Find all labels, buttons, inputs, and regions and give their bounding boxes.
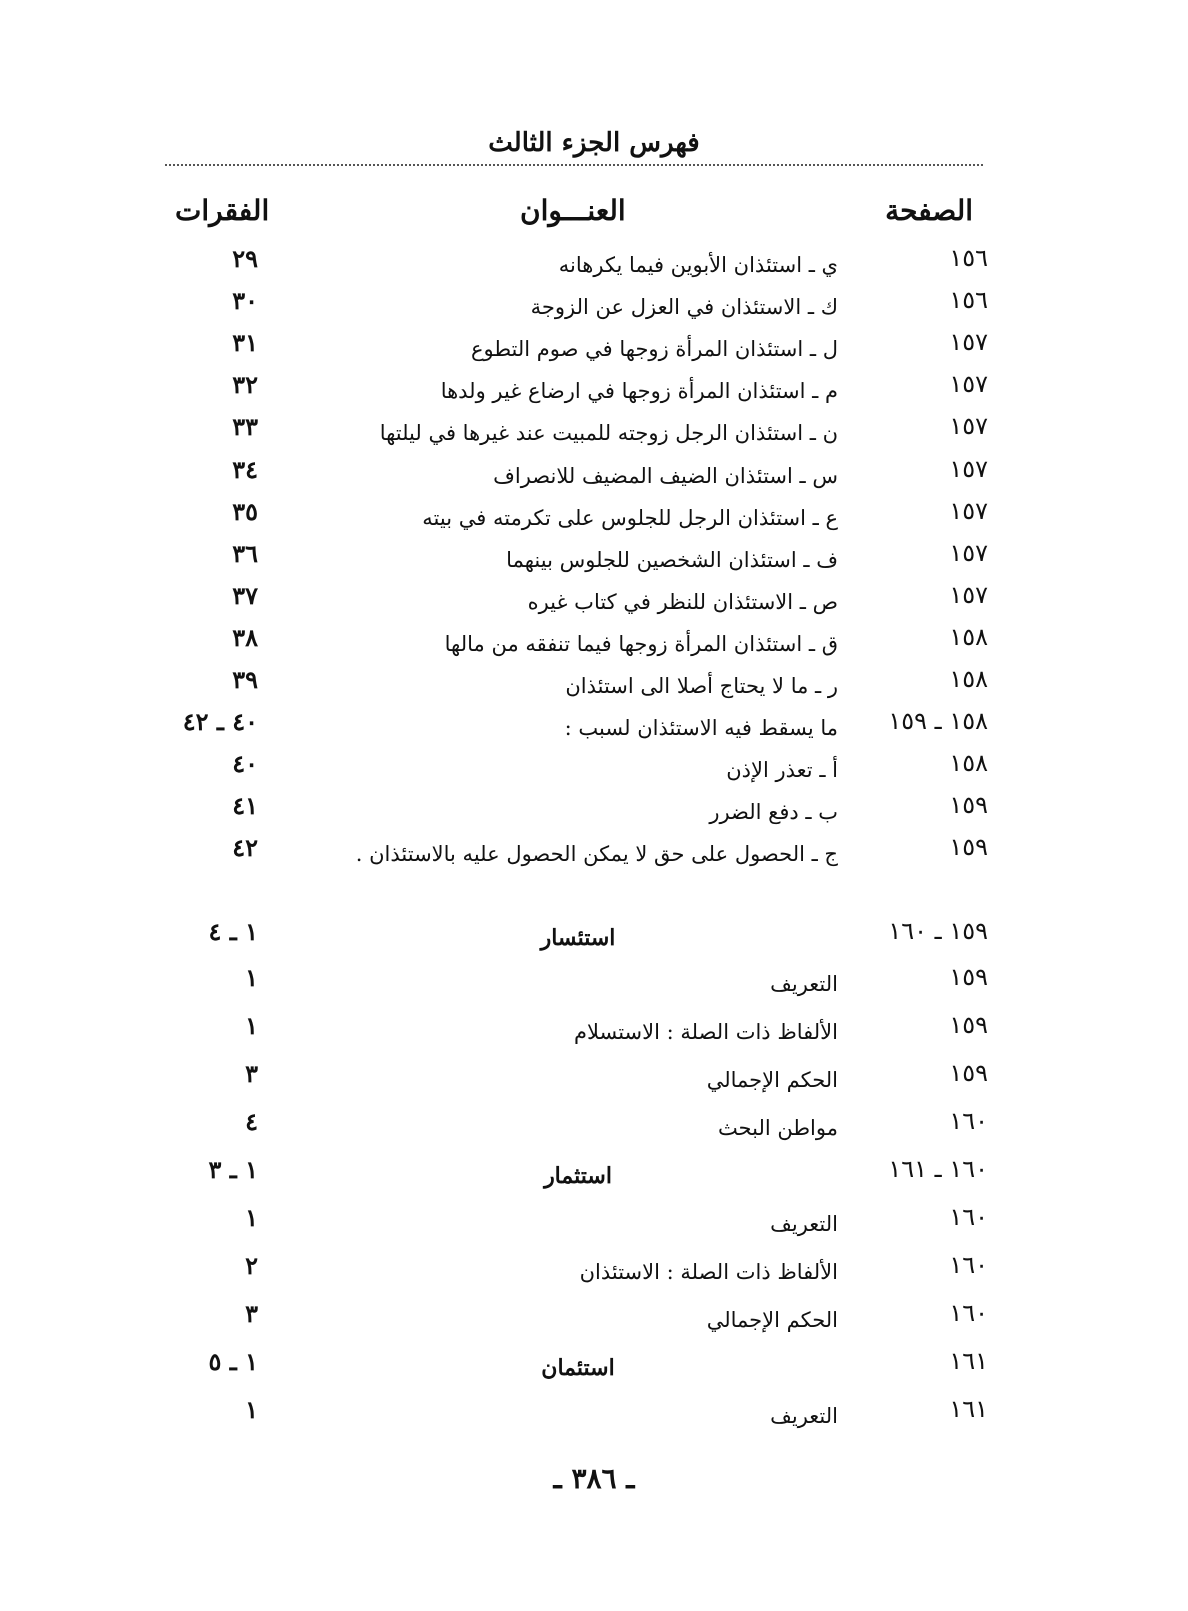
row-title: التعريف — [770, 1404, 838, 1428]
row-title: ج ـ الحصول على حق لا يمكن الحصول عليه بالاستئذان . — [355, 842, 838, 866]
row-title: ق ـ استئذان المرأة زوجها فيما تنفقه من مالها — [444, 632, 838, 656]
row-page: ١٦١ — [949, 1347, 988, 1375]
row-section-heading: استئسار — [540, 925, 616, 951]
row-paragraphs: ٣٣ — [232, 412, 258, 441]
index-row — [0, 455, 1188, 495]
row-paragraphs: ١ ـ ٣ — [208, 1155, 258, 1184]
row-paragraphs: ٣٤ — [232, 455, 258, 484]
row-page: ١٥٩ — [949, 963, 988, 991]
row-paragraphs: ٤٠ — [232, 749, 258, 778]
index-row — [0, 1011, 1188, 1051]
page-title: فهرس الجزء الثالث — [488, 128, 700, 158]
page-number: ـ ٣٨٦ ـ — [553, 1462, 635, 1495]
index-row — [0, 244, 1188, 284]
row-page: ١٥٦ — [949, 244, 988, 272]
row-title: م ـ استئذان المرأة زوجها في ارضاع غير ولدها — [440, 379, 838, 403]
index-row — [0, 917, 1188, 957]
row-page: ١٥٨ — [949, 749, 988, 777]
row-paragraphs: ٣١ — [232, 328, 258, 357]
row-page: ١٦١ — [949, 1395, 988, 1423]
row-paragraphs: ١ — [245, 1395, 258, 1424]
row-title: س ـ استئذان الضيف المضيف للانصراف — [493, 464, 838, 488]
row-title: ع ـ استئذان الرجل للجلوس على تكرمته في بيته — [422, 506, 838, 530]
row-page: ١٥٧ — [949, 539, 988, 567]
row-paragraphs: ٤ — [245, 1107, 258, 1136]
column-header-page: الصفحة — [885, 194, 973, 227]
row-title: ف ـ استئذان الشخصين للجلوس بينهما — [506, 548, 838, 572]
row-page: ١٦٠ — [949, 1107, 988, 1135]
row-title: الألفاظ ذات الصلة : الاستسلام — [573, 1020, 838, 1044]
row-paragraphs: ١ — [245, 1011, 258, 1040]
row-page: ١٥٧ — [949, 581, 988, 609]
row-page: ١٦٠ — [949, 1299, 988, 1327]
index-row — [0, 370, 1188, 410]
row-paragraphs: ٣٧ — [232, 581, 258, 610]
row-section-heading: استئمان — [541, 1355, 615, 1381]
index-row — [0, 963, 1188, 1003]
row-title: مواطن البحث — [717, 1116, 838, 1140]
row-title: ما يسقط فيه الاستئذان لسبب : — [564, 716, 838, 740]
column-header-title: العنـــوان — [520, 194, 626, 227]
row-paragraphs: ٣٥ — [232, 497, 258, 526]
row-title: الحكم الإجمالي — [706, 1068, 838, 1092]
row-paragraphs: ٤٢ — [232, 833, 258, 862]
row-paragraphs: ٣٩ — [232, 665, 258, 694]
index-row — [0, 833, 1188, 873]
row-page: ١٦٠ ـ ١٦١ — [888, 1155, 988, 1183]
row-title: ي ـ استئذان الأبوين فيما يكرهانه — [558, 253, 838, 277]
index-row — [0, 1251, 1188, 1291]
row-page: ١٦٠ — [949, 1251, 988, 1279]
column-header-paras: الفقرات — [175, 194, 270, 227]
index-row — [0, 665, 1188, 705]
row-title: التعريف — [770, 972, 838, 996]
row-page: ١٥٧ — [949, 370, 988, 398]
row-paragraphs: ١ ـ ٥ — [208, 1347, 258, 1376]
row-page: ١٥٩ — [949, 1059, 988, 1087]
row-page: ١٥٩ — [949, 833, 988, 861]
index-row — [0, 412, 1188, 452]
row-paragraphs: ٣٠ — [232, 286, 258, 315]
index-row — [0, 581, 1188, 621]
row-paragraphs: ٢ — [245, 1251, 258, 1280]
index-row — [0, 497, 1188, 537]
index-row — [0, 1347, 1188, 1387]
index-row — [0, 623, 1188, 663]
row-paragraphs: ٣ — [245, 1299, 258, 1328]
row-paragraphs: ٣٦ — [232, 539, 258, 568]
row-title: ص ـ الاستئذان للنظر في كتاب غيره — [527, 590, 838, 614]
row-paragraphs: ٣٢ — [232, 370, 258, 399]
index-row — [0, 1395, 1188, 1435]
index-row — [0, 286, 1188, 326]
index-row — [0, 1107, 1188, 1147]
index-row — [0, 1059, 1188, 1099]
row-title: أ ـ تعذر الإذن — [726, 758, 838, 782]
row-paragraphs: ١ ـ ٤ — [208, 917, 258, 946]
row-page: ١٥٦ — [949, 286, 988, 314]
row-page: ١٥٨ — [949, 623, 988, 651]
row-title: الألفاظ ذات الصلة : الاستئذان — [579, 1260, 838, 1284]
row-page: ١٥٨ — [949, 665, 988, 693]
row-title: التعريف — [770, 1212, 838, 1236]
row-paragraphs: ٣ — [245, 1059, 258, 1088]
row-page: ١٥٩ — [949, 1011, 988, 1039]
index-row — [0, 328, 1188, 368]
row-page: ١٦٠ — [949, 1203, 988, 1231]
row-title: الحكم الإجمالي — [706, 1308, 838, 1332]
row-title: ن ـ استئذان الرجل زوجته للمبيت عند غيرها في ليلتها — [379, 421, 838, 445]
row-page: ١٥٧ — [949, 497, 988, 525]
index-row — [0, 1299, 1188, 1339]
row-page: ١٥٩ ـ ١٦٠ — [888, 917, 988, 945]
index-row — [0, 1203, 1188, 1243]
row-title: ر ـ ما لا يحتاج أصلا الى استئذان — [565, 674, 838, 698]
row-paragraphs: ٢٩ — [232, 244, 258, 273]
index-row — [0, 1155, 1188, 1195]
index-row — [0, 749, 1188, 789]
index-row — [0, 539, 1188, 579]
row-paragraphs: ٤١ — [232, 791, 258, 820]
row-page: ١٥٧ — [949, 455, 988, 483]
index-row — [0, 791, 1188, 831]
row-paragraphs: ٣٨ — [232, 623, 258, 652]
index-row — [0, 707, 1188, 747]
row-title: ب ـ دفع الضرر — [709, 800, 838, 824]
row-page: ١٥٧ — [949, 328, 988, 356]
row-title: ل ـ استئذان المرأة زوجها في صوم التطوع — [470, 337, 838, 361]
row-section-heading: استثمار — [544, 1163, 612, 1189]
row-paragraphs: ٤٠ ـ ٤٢ — [182, 707, 258, 736]
row-page: ١٥٨ ـ ١٥٩ — [888, 707, 988, 735]
row-title: ك ـ الاستئذان في العزل عن الزوجة — [530, 295, 838, 319]
row-page: ١٥٩ — [949, 791, 988, 819]
row-paragraphs: ١ — [245, 963, 258, 992]
row-paragraphs: ١ — [245, 1203, 258, 1232]
row-page: ١٥٧ — [949, 412, 988, 440]
